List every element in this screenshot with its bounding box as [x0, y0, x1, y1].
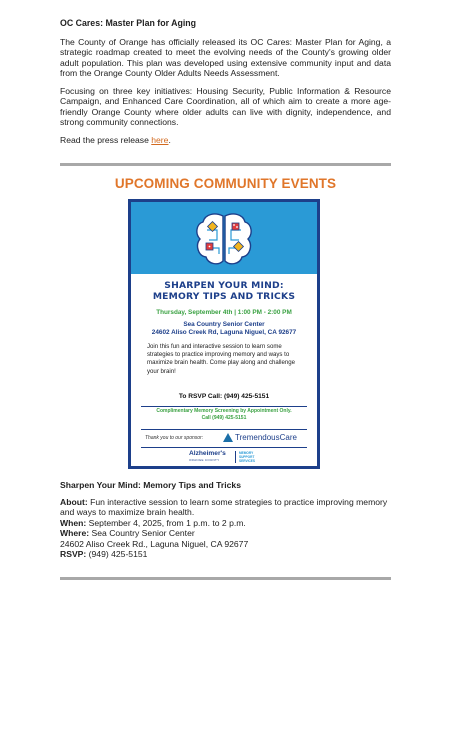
section-divider	[60, 577, 391, 580]
events-section-title: UPCOMING COMMUNITY EVENTS	[114, 176, 337, 191]
event-details	[60, 497, 391, 559]
flyer-description: Join this fun and interactive session to learn some strategies to practice improving memory and ways to maximize brain health. Come play along and challenge your brain!	[147, 343, 296, 375]
flyer-divider	[141, 406, 307, 407]
article-paragraph-1: The County of Orange has officially released its OC Cares: Master Plan for Aging, a strategic roadmap created to meet the evolving needs of the County's growing older adult population. This plan was developed using extensive community input and data from the Orange County Older Adults Needs Assessment.	[60, 37, 391, 79]
event-rsvp	[60, 549, 391, 559]
flyer-headline-line-2: MEMORY TIPS AND TRICKS	[152, 291, 296, 302]
flyer-divider	[141, 429, 307, 430]
alz-logo-name: Alzheimer's	[189, 450, 226, 457]
alzheimers-oc-logo	[189, 450, 309, 466]
event-about-text: Fun interactive session to learn some strategies to practice improving memory and ways to maximize brain health.	[60, 497, 388, 518]
flyer-sponsor-label: Thank you to our sponsor:	[145, 435, 204, 441]
event-address: 24602 Aliso Creek Rd., Laguna Niguel, CA 92677	[60, 538, 249, 549]
event-rsvp-text: (949) 425-5151	[86, 549, 148, 560]
flyer-screening-line-1: Complimentary Memory Screening by Appointment Only.	[156, 408, 292, 414]
event-where-label: Where:	[60, 528, 90, 539]
press-release-line	[60, 135, 391, 145]
flyer-divider	[141, 447, 307, 448]
press-release-prefix: Read the press release	[60, 135, 152, 145]
press-release-suffix: .	[168, 135, 171, 145]
event-about	[60, 497, 391, 518]
tremendouscare-logo	[223, 432, 313, 444]
flyer-venue-address: 24602 Aliso Creek Rd, Laguna Niguel, CA 92677	[151, 329, 297, 336]
triangle-logo-icon	[223, 433, 233, 442]
event-title: Sharpen Your Mind: Memory Tips and Tricks	[60, 480, 241, 490]
brain-icon	[193, 210, 255, 268]
article-paragraph-2: Focusing on three key initiatives: Housing Security, Public Information & Resource Campaign, and Enhanced Care Coordination, all of which aim to create a more age-friendly Orange County where older adults can live with dignity, independence, and strong community connections.	[60, 86, 391, 128]
event-when-text: September 4, 2025, from 1 p.m. to 2 p.m.	[86, 517, 246, 528]
event-where-text: Sea Country Senior Center	[89, 528, 195, 539]
flyer-banner	[131, 202, 317, 274]
press-release-link[interactable]: here	[151, 135, 169, 145]
event-when	[60, 518, 391, 528]
event-rsvp-label: RSVP:	[60, 549, 87, 560]
event-flyer[interactable]	[128, 199, 320, 469]
section-divider	[60, 163, 391, 166]
alz-logo-subtitle: ORANGE COUNTY	[189, 458, 220, 462]
flyer-venue-name: Sea Country Senior Center	[183, 321, 265, 328]
event-about-label: About:	[60, 497, 88, 507]
alz-logo-program: MEMORY SUPPORT SERVICES	[239, 451, 256, 463]
event-where	[60, 528, 391, 538]
flyer-headline	[131, 280, 317, 302]
article-heading: OC Cares: Master Plan for Aging	[60, 18, 197, 28]
flyer-venue	[131, 321, 317, 337]
sponsor-name: TremendousCare	[235, 433, 297, 442]
flyer-rsvp: To RSVP Call: (949) 425-5151	[178, 393, 270, 400]
event-when-label: When:	[60, 517, 87, 528]
flyer-headline-line-1: SHARPEN YOUR MIND:	[164, 280, 284, 291]
flyer-screening-line-2: Call (949) 425-5151	[201, 415, 247, 421]
logo-divider	[235, 451, 236, 463]
flyer-date-time: Thursday, September 4th | 1:00 PM - 2:00 PM	[156, 309, 292, 316]
flyer-screening-note	[131, 408, 317, 422]
